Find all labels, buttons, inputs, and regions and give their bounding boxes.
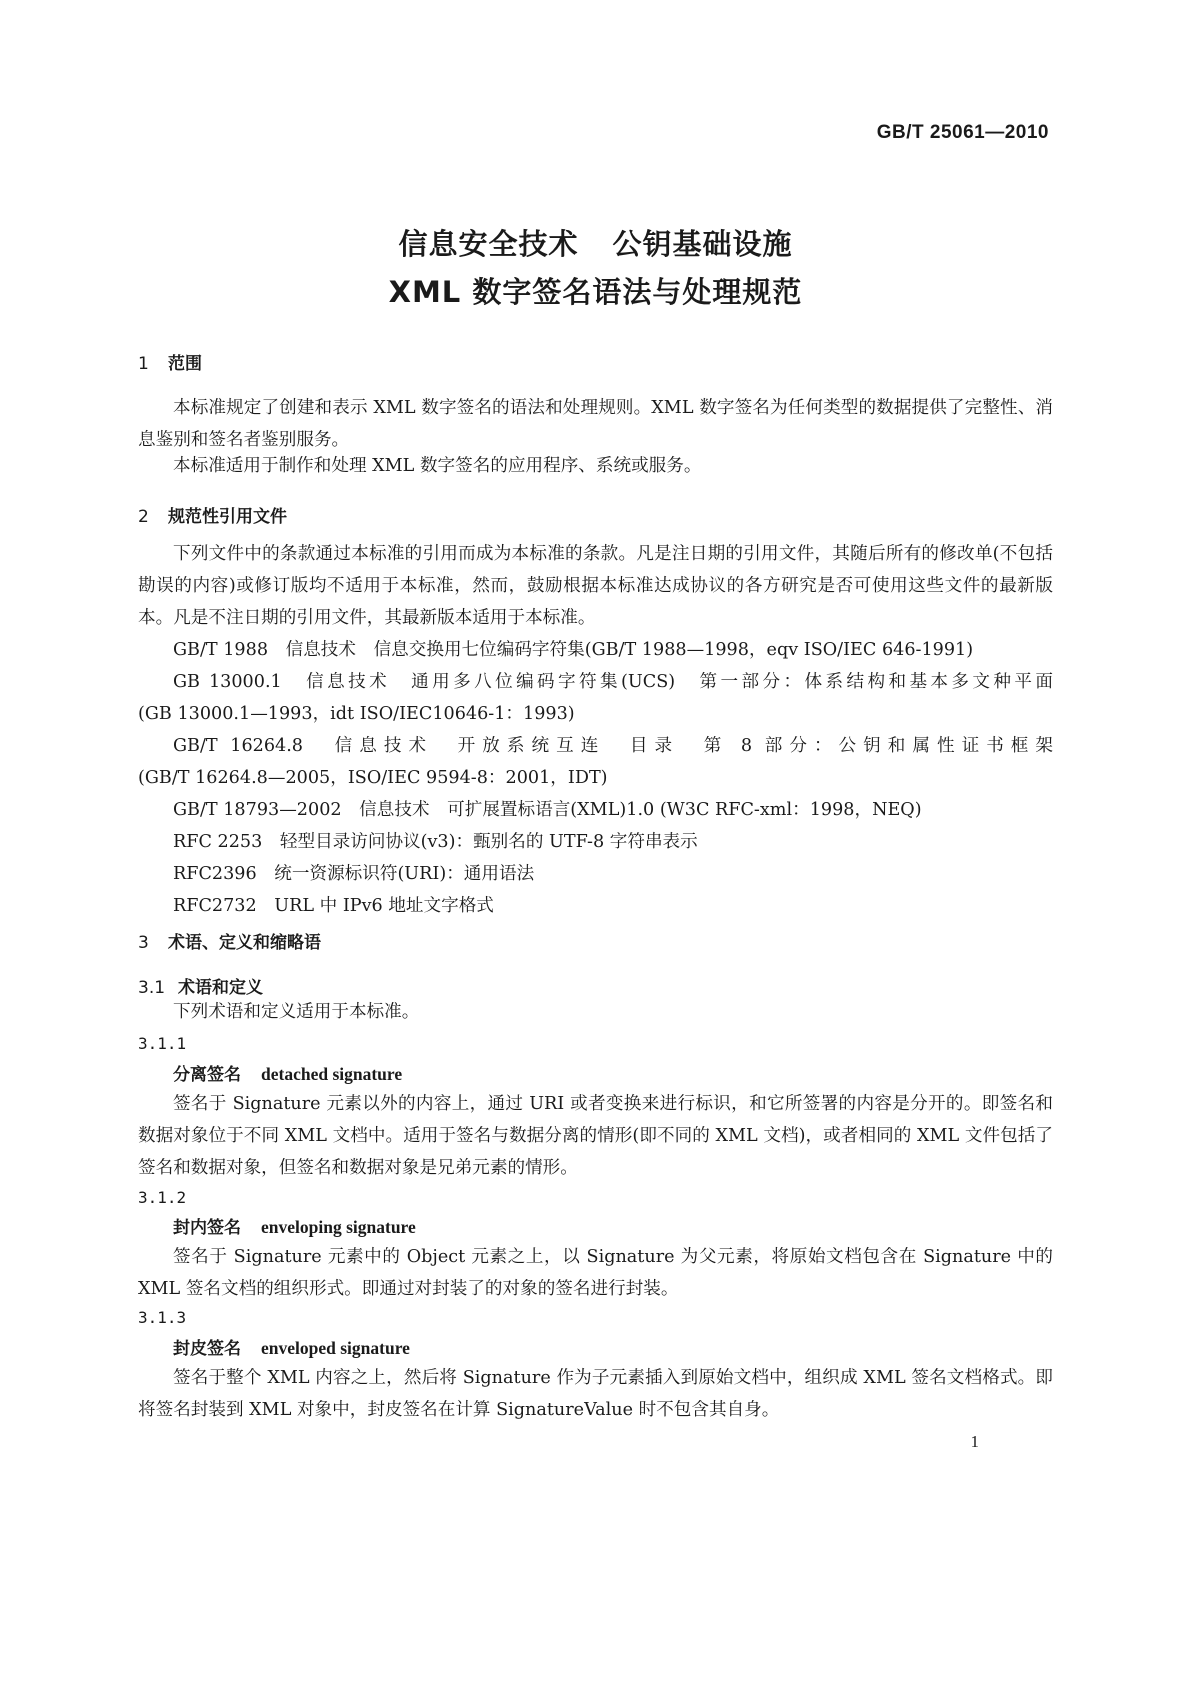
document-title-line2: XML 数字签名语法与处理规范	[388, 275, 803, 309]
reference-item: GB/T 16264.8 信息技术 开放系统互连 目录 第 8 部分：公钥和属性证书框架	[173, 736, 1053, 756]
reference-item: GB/T 18793—2002 信息技术 可扩展置标语言(XML)1.0 (W3C RFC-xml：1998，NEQ)	[173, 800, 922, 820]
reference-item: RFC 2253 轻型目录访问协议(v3)：甄别名的 UTF-8 字符串表示	[173, 832, 698, 852]
section-2-intro: 下列文件中的条款通过本标准的引用而成为本标准的条款。凡是注日期的引用文件，其随后所有的修改单(不包括勘误的内容)或修订版均不适用于本标准，然而，鼓励根据本标准达成协议的各方研究是否可使用这些文件的最新版本。凡是不注日期的引用文件，其最新版本适用于本标准。	[138, 544, 1053, 628]
document-title-line1	[0, 222, 1191, 263]
reference-item: GB 13000.1 信息技术 通用多八位编码字符集(UCS) 第一部分：体系结构和基本多文种平面	[173, 672, 1053, 692]
reference-item-continuation: (GB 13000.1—1993，idt ISO/IEC10646-1：1993)	[138, 704, 575, 724]
section-number: 3	[138, 933, 149, 953]
title-part-b: 公钥基础设施	[612, 227, 793, 261]
subsection-title: 术语和定义	[178, 978, 263, 998]
reference-item: RFC2732 URL 中 IPv6 地址文字格式	[173, 896, 494, 916]
term-heading	[138, 1213, 1088, 1242]
reference-item-continuation: (GB/T 16264.8—2005，ISO/IEC 9594-8：2001，IDT)	[138, 768, 608, 788]
reference-item: GB/T 1988 信息技术 信息交换用七位编码字符集(GB/T 1988—1998，eqv ISO/IEC 646-1991)	[173, 640, 974, 660]
subsection-3-1-intro: 下列术语和定义适用于本标准。	[173, 1002, 420, 1022]
term-heading	[138, 1334, 1088, 1363]
section-title: 术语、定义和缩略语	[168, 933, 321, 953]
term-english: detached signature	[261, 1064, 403, 1084]
subsection-3-1-heading	[138, 973, 1053, 998]
standard-code: GB/T 25061—2010	[876, 122, 1049, 143]
page-number: 1	[970, 1432, 979, 1451]
subsection-number: 3.1	[138, 978, 166, 998]
section-number: 1	[138, 354, 149, 374]
section-3-heading	[138, 928, 1053, 953]
section-number: 2	[138, 507, 149, 527]
term-definition: 签名于整个 XML 内容之上，然后将 Signature 作为子元素插入到原始文档中，组织成 XML 签名文档格式。即将签名封装到 XML 对象中，封皮签名在计算 SignatureValue 时不包含其自身。	[138, 1368, 1053, 1420]
term-number: 3.1.3	[138, 1308, 187, 1327]
term-english: enveloping signature	[261, 1217, 416, 1237]
term-definition: 签名于 Signature 元素以外的内容上，通过 URI 或者变换来进行标识，和它所签署的内容是分开的。即签名和数据对象位于不同 XML 文档中。适用于签名与数据分离的情形(即不同的 XML 文档)，或者相同的 XML 文件包括了签名和数据对象，但签名和数据对象是兄弟元素的情形。	[138, 1094, 1053, 1178]
title-part-a: 信息安全技术	[398, 227, 579, 261]
term-definition: 签名于 Signature 元素中的 Object 元素之上，以 Signature 为父元素，将原始文档包含在 Signature 中的 XML 签名文档的组织形式。即通过对封装了的对象的签名进行封装。	[138, 1247, 1053, 1299]
section-1-paragraph-2: 本标准适用于制作和处理 XML 数字签名的应用程序、系统或服务。	[173, 456, 702, 476]
term-chinese: 分离签名	[173, 1065, 241, 1085]
section-title: 范围	[168, 354, 202, 374]
term-chinese: 封皮签名	[173, 1339, 241, 1359]
term-number: 3.1.2	[138, 1188, 187, 1207]
section-2-heading	[138, 502, 1053, 527]
term-chinese: 封内签名	[173, 1218, 241, 1238]
term-english: enveloped signature	[261, 1338, 410, 1358]
term-number: 3.1.1	[138, 1034, 187, 1053]
section-1-paragraph-1: 本标准规定了创建和表示 XML 数字签名的语法和处理规则。XML 数字签名为任何类型的数据提供了完整性、消息鉴别和签名者鉴别服务。	[138, 398, 1053, 450]
reference-item: RFC2396 统一资源标识符(URI)：通用语法	[173, 864, 535, 884]
normative-references-list	[138, 634, 1053, 922]
section-title: 规范性引用文件	[168, 507, 287, 527]
term-heading	[138, 1060, 1088, 1089]
section-1-heading	[138, 349, 1053, 374]
